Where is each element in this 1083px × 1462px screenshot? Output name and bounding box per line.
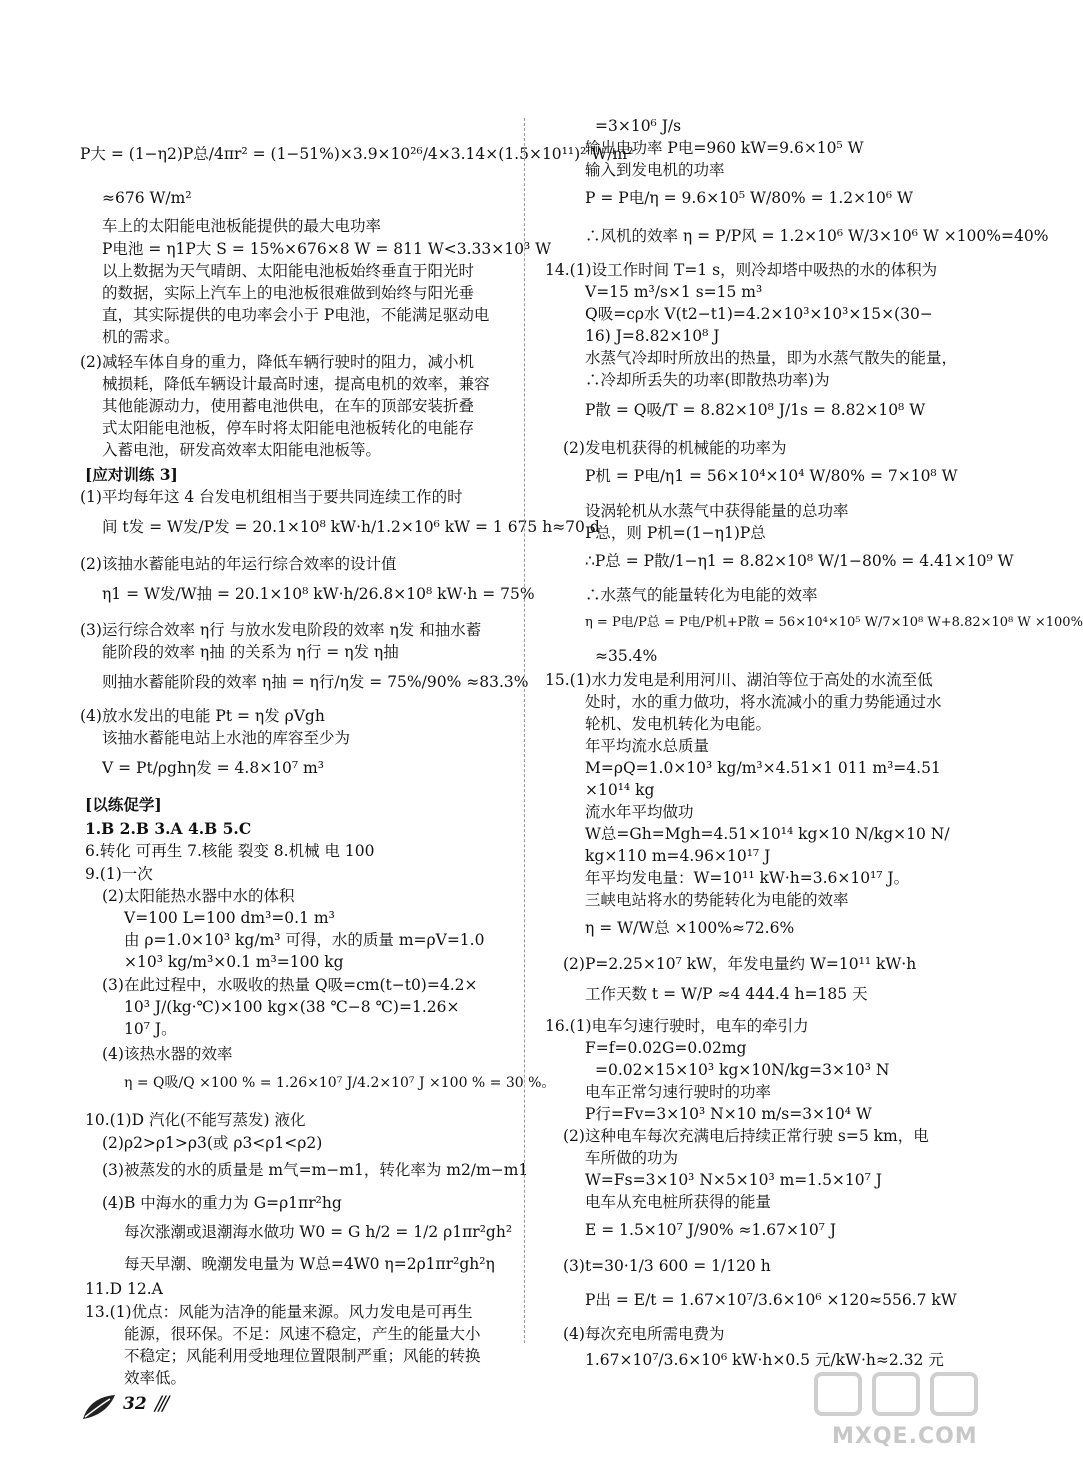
text-line: 该抽水蓄能电站上水池的库容至少为 (102, 729, 351, 747)
formula-line: P散 = Q吸/T = 8.82×10⁸ J/1s = 8.82×10⁸ W (585, 401, 926, 419)
text-line: ∴冷却所丢失的功率(即散热功率)为 (585, 371, 830, 389)
text-line: M=ρQ=1.0×10³ kg/m³×4.51×1 011 m³=4.51 (585, 759, 941, 777)
formula-line: η = P电/P总 = P电/P机+P散 = 56×10⁴×10⁵ W/7×10⁸ W+8.82×10⁸ W ×100% (585, 615, 1083, 630)
text-line: 式太阳能电池板，停车时将太阳能电池板转化的电能存 (102, 419, 475, 437)
text-line: 入蓄电池，研发高效率太阳能电池板等。 (102, 441, 382, 459)
text-line: =3×10⁶ J/s (595, 117, 682, 135)
text-line: (4)B 中海水的重力为 G=ρ1πr²hg (102, 1194, 342, 1212)
formula-line: 工作天数 t = W/P ≈4 444.4 h=185 天 (585, 985, 868, 1003)
text-line: ×10¹⁴ kg (585, 781, 655, 799)
text-line: 每天早潮、晚潮发电量为 W总=4W0 η=2ρ1πr²gh²η (124, 1255, 495, 1273)
answer-line: 11.D 12.A (85, 1280, 163, 1298)
text-line: Q吸=cρ水 V(t2−t1)=4.2×10³×10³×15×(30− (585, 305, 933, 323)
answer-line: 9.(1)一次 (85, 865, 153, 883)
text-line: 三峡电站将水的势能转化为电能的效率 (585, 891, 849, 909)
text-line: W总=Gh=Mgh=4.51×10¹⁴ kg×10 N/kg×10 N/ (585, 825, 950, 843)
text-line: (2)P=2.25×10⁷ kW，年发电量约 W=10¹¹ kW·h (563, 955, 917, 973)
text-line: kg×110 m=4.96×10¹⁷ J (585, 847, 771, 865)
answer-line: 15.(1)水力发电是利用河川、湖泊等位于高处的水流至低 (545, 671, 933, 689)
text-line: (2)太阳能热水器中水的体积 (102, 887, 295, 905)
text-line: (1)平均每年这 4 台发电机组相当于要共同连续工作的时 (80, 488, 463, 506)
text-line: ≈676 W/m² (102, 189, 192, 207)
text-line: 处时，水的重力做功，将水流减小的重力势能通过水 (585, 693, 942, 711)
watermark-site: MXQE.COM (832, 1424, 978, 1449)
text-line: (4)放水发出的电能 Pt = η发 ρVgh (80, 707, 325, 725)
answer-line: 16.(1)电车匀速行驶时，电车的牵引力 (545, 1017, 809, 1035)
text-line: (4)每次充电所需电费为 (563, 1325, 725, 1343)
formula-line: 则抽水蓄能阶段的效率 η抽 = η行/η发 = 75%/90% ≈83.3% (102, 673, 529, 691)
text-line: (3)被蒸发的水的质量是 m气=m−m1，转化率为 m2/m−m1 (102, 1161, 529, 1179)
text-line: 输出电功率 P电=960 kW=9.6×10⁵ W (585, 139, 864, 157)
text-line: (2)发电机获得的机械能的功率为 (563, 439, 787, 457)
text-line: 10⁷ J。 (124, 1020, 177, 1038)
formula-line: η = Q吸/Q ×100 % = 1.26×10⁷ J/4.2×10⁷ J ×100 % = 30 %。 (124, 1075, 556, 1091)
answer-line: 1.B 2.B 3.A 4.B 5.C (85, 819, 252, 838)
formula-line: E = 1.5×10⁷ J/90% ≈1.67×10⁷ J (585, 1221, 837, 1239)
text-line: 车所做的功为 (585, 1149, 679, 1167)
formula-line: ∴P总 = P散/1−η1 = 8.82×10⁸ W/1−80% = 4.41×10⁹ W (585, 552, 1014, 570)
text-line: ×10³ kg/m³×0.1 m³=100 kg (124, 953, 344, 971)
text-line: (4)该热水器的效率 (102, 1045, 233, 1063)
text-line: (2)减轻车体自身的重力，降低车辆行驶时的阻力，减小机 (80, 353, 474, 371)
text-line: 机的需求。 (102, 328, 180, 346)
formula-line: P大 = (1−η2)P总/4πr² = (1−51%)×3.9×10²⁶/4×3.14×(1.5×10¹¹)² W/m² (80, 145, 634, 163)
formula-line: 1.67×10⁷/3.6×10⁶ kW·h×0.5 元/kW·h≈2.32 元 (585, 1351, 944, 1369)
text-line: 直，其实际提供的电功率会小于 P电池，不能满足驱动电 (102, 306, 490, 324)
text-line: P行=Fv=3×10³ N×10 m/s=3×10⁴ W (585, 1105, 872, 1123)
text-line: 由 ρ=1.0×10³ kg/m³ 可得，水的质量 m=ρV=1.0 (124, 931, 485, 949)
text-line: P总，则 P机=(1−η1)P总 (585, 524, 766, 542)
formula-line: 间 t发 = W发/P发 = 20.1×10⁸ kW·h/1.2×10⁶ kW = 1 675 h≈70 d (102, 518, 600, 536)
formula-line: (3)t=30·1/3 600 = 1/120 h (563, 1257, 771, 1275)
text-line: 年平均流水总质量 (585, 737, 710, 755)
formula-line: P电池 = η1P大 S = 15%×676×8 W = 811 W<3.33×10³ W (102, 240, 552, 258)
text-line: (2)该抽水蓄能电站的年运行综合效率的设计值 (80, 555, 397, 573)
page-number: 32 (123, 1394, 147, 1414)
column-divider (524, 118, 525, 1343)
text-line: 电车正常匀速行驶时的功率 (585, 1083, 772, 1101)
text-line: (3)运行综合效率 η行 与放水发电阶段的效率 η发 和抽水蓄 (80, 621, 482, 639)
formula-line: η = W/W总 ×100%≈72.6% (585, 919, 795, 937)
text-line: W=Fs=3×10³ N×5×10³ m=1.5×10⁷ J (585, 1171, 882, 1189)
text-line: (3)在此过程中，水吸收的热量 Q吸=cm(t−t0)=4.2× (102, 976, 478, 994)
text-line: 每次涨潮或退潮海水做功 W0 = G h/2 = 1/2 ρ1πr²gh² (124, 1223, 513, 1241)
formula-line: ∴风机的效率 η = P/P风 = 1.2×10⁶ W/3×10⁶ W ×100%=40% (585, 227, 1049, 245)
text-line: 能源，很环保。不足：风速不稳定，产生的能量大小 (124, 1325, 481, 1343)
text-line: 输入到发电机的功率 (585, 161, 725, 179)
formula-line: P = P电/η = 9.6×10⁵ W/80% = 1.2×10⁶ W (585, 189, 913, 207)
text-line: (2)这种电车每次充满电后持续正常行驶 s=5 km，电 (563, 1127, 929, 1145)
answer-line: 6.转化 可再生 7.核能 裂变 8.机械 电 100 (85, 842, 375, 860)
text-line: 不稳定；风能利用受地理位置限制严重；风能的转换 (124, 1347, 481, 1365)
text-line: 年平均发电量：W=10¹¹ kW·h=3.6×10¹⁷ J。 (585, 869, 910, 887)
text-line: 车上的太阳能电池板能提供的最大电功率 (102, 217, 382, 235)
text-line: 16) J=8.82×10⁸ J (585, 327, 720, 345)
formula-line: V = Pt/ρghη发 = 4.8×10⁷ m³ (102, 759, 324, 777)
text-line: 轮机、发电机转化为电能。 (585, 715, 772, 733)
text-line: 流水年平均做功 (585, 803, 694, 821)
text-line: 设涡轮机从水蒸气中获得能量的总功率 (585, 502, 849, 520)
text-line: (2)ρ2>ρ1>ρ3(或 ρ3<ρ1<ρ2) (102, 1134, 323, 1152)
text-line: 效率低。 (124, 1369, 187, 1387)
text-line: 以上数据为天气晴朗、太阳能电池板始终垂直于阳光时 (102, 262, 475, 280)
section-heading: [以练促学] (85, 795, 162, 814)
text-line: ∴水蒸气的能量转化为电能的效率 (585, 586, 818, 604)
formula-line: P出 = E/t = 1.67×10⁷/3.6×10⁶ ×120≈556.7 kW (585, 1291, 957, 1309)
leaf-icon (80, 1392, 118, 1422)
section-heading: [应对训练 3] (85, 465, 178, 484)
text-line: 其他能源动力，使用蓄电池供电，在车的顶部安装折叠 (102, 397, 475, 415)
text-line: 水蒸气冷却时所放出的热量，即为水蒸气散失的能量， (585, 349, 958, 367)
text-line: =0.02×15×10³ kg×10N/kg=3×10³ N (595, 1061, 890, 1079)
footer-slashes: /// (155, 1391, 167, 1415)
formula-line: η1 = W发/W抽 = 20.1×10⁸ kW·h/26.8×10⁸ kW·h = 75% (102, 585, 535, 603)
answer-line: 13.(1)优点：风能为洁净的能量来源。风力发电是可再生 (85, 1303, 473, 1321)
text-line: F=f=0.02G=0.02mg (585, 1039, 747, 1057)
text-line: 械损耗，降低车辆设计最高时速，提高电机的效率，兼容 (102, 375, 490, 393)
text-line: 能阶段的效率 η抽 的关系为 η行 = η发 η抽 (102, 643, 399, 661)
answer-line: 14.(1)设工作时间 T=1 s，则冷却塔中吸热的水的体积为 (545, 261, 938, 279)
text-line: ≈35.4% (595, 647, 658, 665)
text-line: V=15 m³/s×1 s=15 m³ (585, 283, 763, 301)
text-line: 的数据，实际上汽车上的电池板很难做到始终与阳光垂 (102, 284, 475, 302)
text-line: 电车从充电桩所获得的能量 (585, 1193, 772, 1211)
answer-line: 10.(1)D 汽化(不能写蒸发) 液化 (85, 1111, 306, 1129)
formula-line: P机 = P电/η1 = 56×10⁴×10⁴ W/80% = 7×10⁸ W (585, 467, 958, 485)
text-line: V=100 L=100 dm³=0.1 m³ (124, 909, 335, 927)
text-line: 10³ J/(kg·℃)×100 kg×(38 ℃−8 ℃)=1.26× (124, 998, 460, 1016)
